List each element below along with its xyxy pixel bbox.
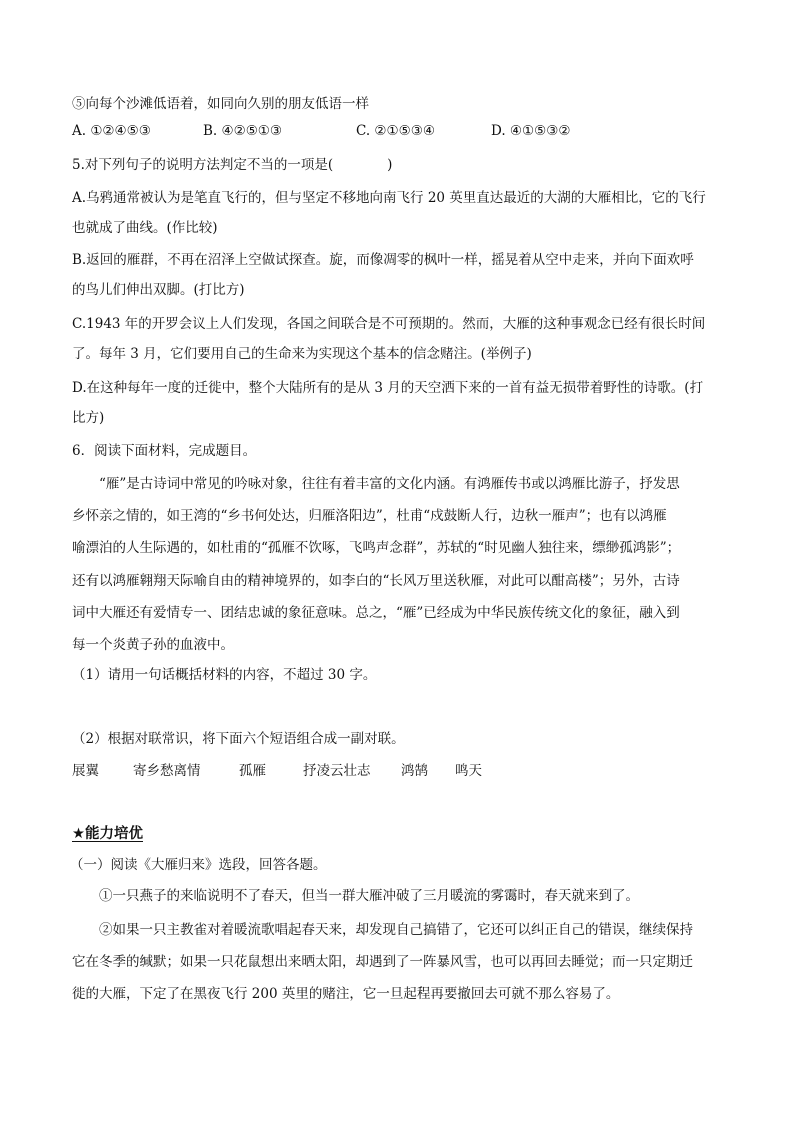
section-intro: （一）阅读《大雁归来》选段，回答各题。: [70, 857, 327, 873]
reading-paragraph-1: ①一只燕子的来临说明不了春天，但当一群大雁冲破了三月暖流的雾霭时，春天就来到了。: [99, 888, 639, 904]
q4-option-a: A. ①②④⑤③: [72, 123, 151, 139]
q6-stem: 6．阅读下面材料，完成题目。: [72, 443, 257, 459]
passage-line: 乡怀亲之情的，如王湾的“乡书何处达，归雁洛阳边”，杜甫“戍鼓断人行，边秋一雁声”；也有以鸿雁: [72, 508, 667, 524]
q5-stem: 5.对下列句子的说明方法判定不当的一项是( ): [72, 157, 393, 173]
q5-option-d-line1: D.在这种每年一度的迁徙中，整个大陆所有的是从 3 月的天空洒下来的一首有益无损带着野性的诗歌。(打: [72, 380, 704, 396]
q4-option-c: C. ②①⑤③④: [356, 123, 435, 139]
paragraph-line: 徙的大雁，下定了在黑夜飞行 200 英里的赌注，它一旦起程再要撤回去可就不那么容易了。: [72, 986, 620, 1002]
paragraph-line: ②如果一只主教雀对着暖流歌唱起春天来，却发现自己搞错了，它还可以纠正自己的错误，继续保持: [99, 922, 693, 938]
phrase: 抒凌云壮志: [303, 763, 371, 779]
q5-option-c-line1: C.1943 年的开罗会议上人们发现，各国之间联合是不可预期的。然而，大雁的这种事观念已经有很长时间: [72, 316, 706, 332]
phrase: 鸿鹄: [401, 763, 428, 779]
passage-line: “雁”是古诗词中常见的吟咏对象，往往有着丰富的文化内涵。有鸿雁传书或以鸿雁比游子，抒发思: [99, 476, 680, 492]
q5-option-a-line1: A.乌鸦通常被认为是笔直飞行的，但与坚定不移地向南飞行 20 英里直达最近的大湖的大雁相比，它的飞行: [72, 190, 706, 206]
phrase: 展翼: [72, 763, 99, 779]
q6-sub-question-1: （1）请用一句话概括材料的内容，不超过 30 字。: [72, 667, 377, 683]
paragraph-line: 它在冬季的缄默；如果一只花鼠想出来晒太阳，却遇到了一阵暴风雪，也可以再回去睡觉；而一只定期迁: [72, 954, 693, 970]
q5-option-b-line1: B.返回的雁群，不再在沼泽上空做试探查。旋，而像凋零的枫叶一样，摇晃着从空中走来，并向下面欢呼: [72, 252, 694, 268]
phrase: 孤雁: [239, 763, 266, 779]
passage-line: 喻漂泊的人生际遇的，如杜甫的“孤雁不饮啄，飞鸣声念群”，苏轼的“时见幽人独往来，缥缈孤鸿影”；: [72, 540, 681, 556]
phrase: 鸣天: [455, 763, 482, 779]
q5-option-b-line2: 的鸟儿们伸出双脚。(打比方): [72, 282, 245, 298]
q5-option-c-line2: 了。每年 3 月，它们要用自己的生命来为实现这个基本的信念赌注。(举例子): [72, 346, 532, 362]
q4-option-b: B. ④②⑤①③: [203, 123, 283, 139]
q6-sub-question-2: （2）根据对联常识，将下面六个短语组合成一副对联。: [72, 731, 405, 747]
q4-option-d: D. ④①⑤③②: [491, 123, 571, 139]
passage-line: 词中大雁还有爱情专一、团结忠诚的象征意味。总之，“雁”已经成为中华民族传统文化的象征，融入到: [72, 605, 680, 621]
q4-item-5: ⑤向每个沙滩低语着，如同向久别的朋友低语一样: [72, 96, 369, 112]
section-title: ★能力培优: [72, 826, 143, 842]
passage-line: 每一个炎黄子孙的血液中。: [72, 637, 234, 653]
phrase: 寄乡愁离情: [133, 763, 201, 779]
q5-option-a-line2: 也就成了曲线。(作比较): [72, 220, 218, 236]
q5-option-d-line2: 比方): [72, 410, 105, 426]
passage-line: 还有以鸿雁翱翔天际喻自由的精神境界的，如李白的“长风万里送秋雁，对此可以酣高楼”；另外，古诗: [72, 573, 680, 589]
